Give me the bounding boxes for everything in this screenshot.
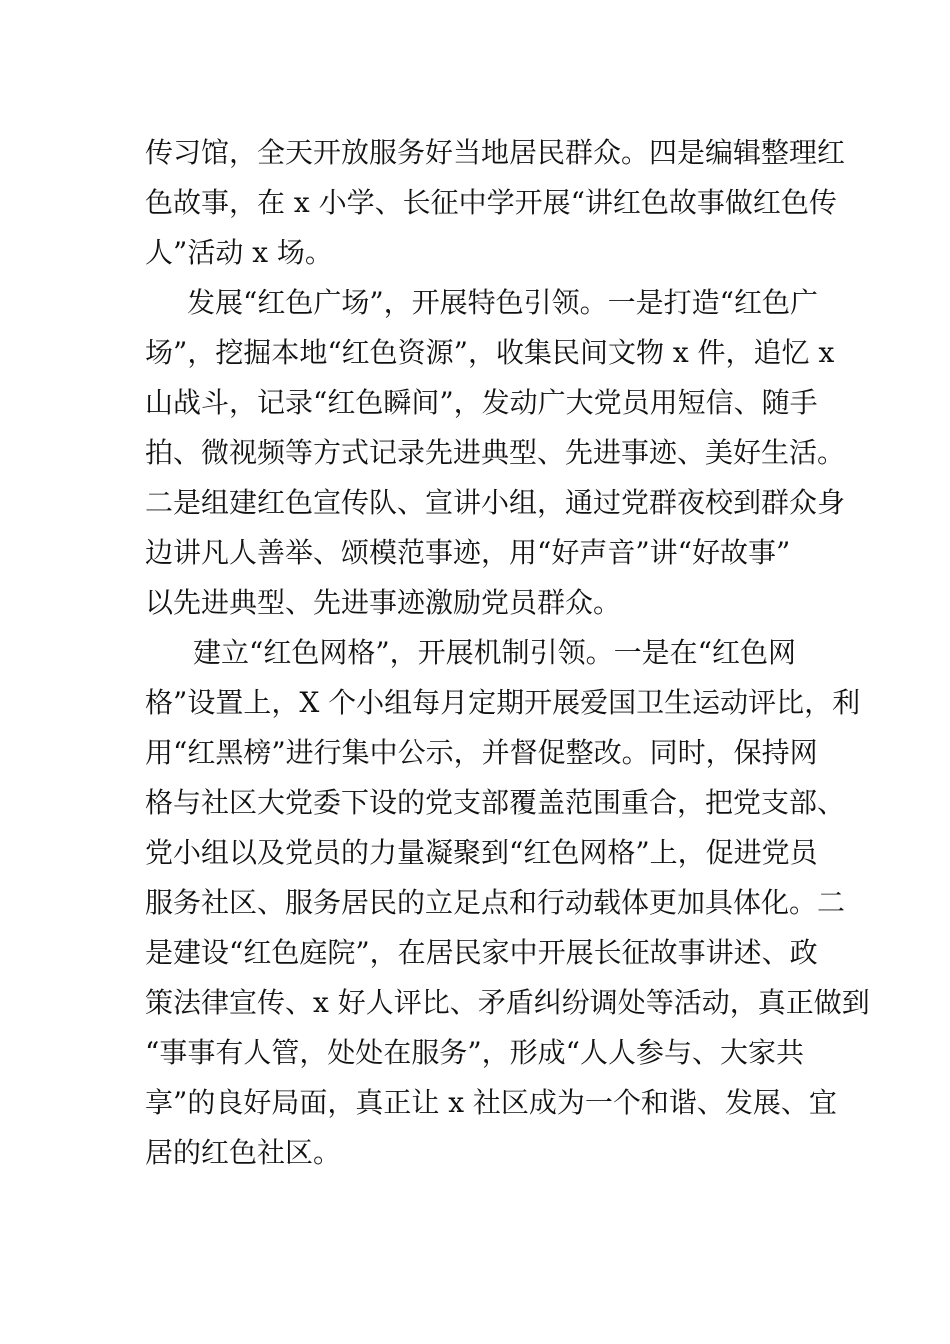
paragraph-line: 发展“红色广场”，开展特色引领。一是打造“红色广 [187, 286, 818, 319]
paragraph-line: 以先进典型、先进事迹激励党员群众。 [145, 586, 622, 619]
paragraph-line: 场”，挖掘本地“红色资源”，收集民间文物 x 件，追忆 x [145, 336, 835, 369]
paragraph-line: 是建设“红色庭院”，在居民家中开展长征故事讲述、政 [145, 936, 818, 969]
paragraph-3 [145, 628, 870, 1178]
paragraph-line: “事事有人管，处处在服务”，形成“人人参与、大家共 [145, 1036, 804, 1069]
paragraph-line: 人”活动 x 场。 [145, 236, 333, 269]
paragraph-line: 传习馆，全天开放服务好当地居民群众。四是编辑整理红 [145, 136, 846, 169]
paragraph-line: 色故事，在 x 小学、长征中学开展“讲红色故事做红色传 [145, 186, 837, 219]
paragraph-line: 享”的良好局面，真正让 x 社区成为一个和谐、发展、宜 [145, 1086, 837, 1119]
paragraph-line: 服务社区、服务居民的立足点和行动载体更加具体化。二 [145, 886, 846, 919]
paragraph-line: 用“红黑榜”进行集中公示，并督促整改。同时，保持网 [145, 736, 818, 769]
paragraph-line: 山战斗，记录“红色瞬间”，发动广大党员用短信、随手 [145, 386, 818, 419]
paragraph-line: 格与社区大党委下设的党支部覆盖范围重合，把党支部、 [145, 786, 846, 819]
paragraph-line: 居的红色社区。 [145, 1136, 342, 1169]
paragraph-line: 策法律宣传、x 好人评比、矛盾纠纷调处等活动，真正做到 [145, 986, 870, 1019]
paragraph-line: 边讲凡人善举、颂模范事迹，用“好声音”讲“好故事” [145, 536, 791, 569]
paragraph-line: 建立“红色网格”，开展机制引领。一是在“红色网 [193, 636, 796, 669]
paragraph-line: 党小组以及党员的力量凝聚到“红色网格”上，促进党员 [145, 836, 818, 869]
paragraph-line: 二是组建红色宣传队、宣讲小组，通过党群夜校到群众身 [145, 486, 846, 519]
document-body [145, 128, 870, 1178]
paragraph-2 [145, 278, 846, 628]
paragraph-line: 格”设置上，X 个小组每月定期开展爱国卫生运动评比，利 [145, 686, 861, 719]
paragraph-line: 拍、微视频等方式记录先进典型、先进事迹、美好生活。 [145, 436, 846, 469]
paragraph-1 [145, 128, 846, 278]
